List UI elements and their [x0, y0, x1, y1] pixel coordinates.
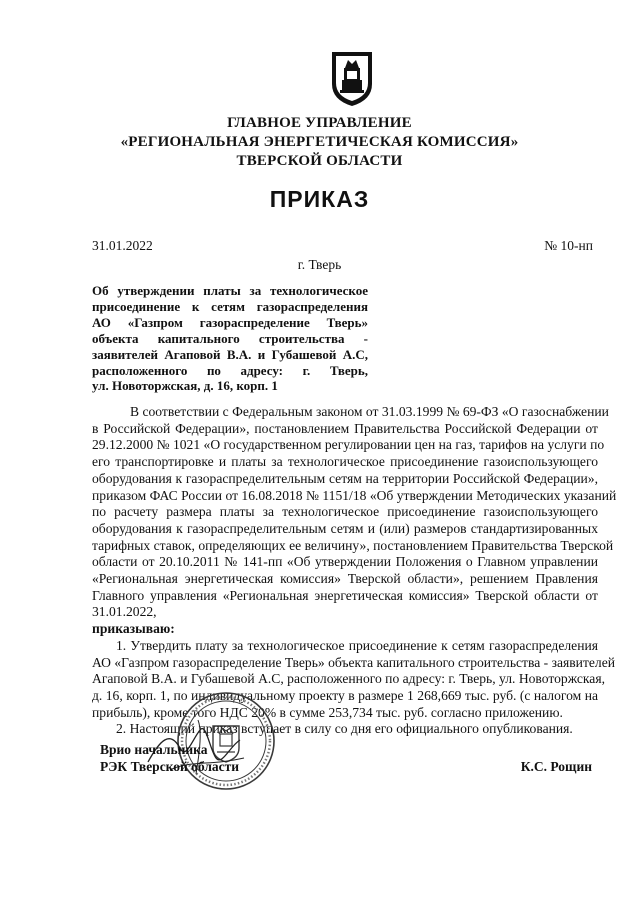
org-name-line-1: ГЛАВНОЕ УПРАВЛЕНИЕ	[227, 115, 412, 131]
preamble-line: тарифных ставок, определяющих ее величину», постановлением Правительства Тверской	[92, 537, 614, 553]
preamble-line: 31.01.2022,	[92, 604, 157, 620]
subject-line: АО «Газпром газораспределение Тверь»	[92, 314, 368, 330]
signer-name: К.С. Рощин	[520, 759, 592, 774]
subject-line: расположенного по адресу: г. Тверь,	[92, 362, 368, 378]
subject-line: заявителей Агаповой В.А. и Губашевой А.С,	[92, 346, 368, 362]
preamble-line: приказом ФАС России от 16.08.2018 № 1151/18 «Об утверждении Методических указаний	[92, 487, 617, 503]
order-word: приказываю:	[92, 621, 175, 637]
item-1-line: д. 16, корп. 1, по индивидуальному проекту в размере 1 268,669 тыс. руб. (с налогом на	[92, 687, 598, 703]
subject-line: объекта капитального строительства -	[92, 330, 368, 346]
document-subject	[92, 283, 368, 394]
subject-line: присоединение к сетям газораспределения	[92, 298, 368, 314]
preamble-line: по расчету размера платы за технологическое присоединение газоиспользующего	[92, 504, 598, 520]
preamble-line: В соответствии с Федеральным законом от 31.03.1999 № 69-ФЗ «О газоснабжении	[130, 404, 609, 419]
document-title: ПРИКАЗ	[269, 186, 370, 212]
preamble-line: области от 20.10.2011 № 141-пп «Об утверждении Положения о Главном управлении	[92, 554, 598, 570]
document-number: № 10-нп	[544, 238, 593, 253]
preamble-line: оборудования к газораспределительным сетям и (или) размеров стандартизированных	[92, 520, 598, 536]
preamble-line: оборудования к газораспределительным сетям на территории Российской Федерации»,	[92, 470, 598, 486]
signer-title-line-1: Врио начальника	[100, 742, 208, 757]
item-1-line: АО «Газпром газораспределение Тверь» объекта капитального строительства - заявителей	[92, 654, 616, 670]
document-city: г. Тверь	[297, 257, 342, 272]
signer-title-line-2: РЭК Тверской области	[100, 759, 240, 774]
document-body	[92, 404, 617, 738]
document-date: 31.01.2022	[92, 238, 153, 253]
preamble-line: 29.12.2000 № 1021 «О государственном регулировании цен на газ, тарифов на услуги по	[92, 437, 605, 453]
org-name-line-2: «РЕГИОНАЛЬНАЯ ЭНЕРГЕТИЧЕСКАЯ КОМИССИЯ»	[120, 134, 519, 150]
subject-line: ул. Новоторжская, д. 16, корп. 1	[92, 378, 278, 394]
preamble-line: Главного управления «Региональная энергетическая комиссия» Тверской области от	[92, 587, 598, 603]
coat-of-arms-icon	[330, 50, 374, 108]
item-1-line: Агаповой В.А. и Губашевой А.С, расположенного по адресу: г. Тверь, ул. Новоторжская,	[92, 671, 605, 687]
org-name-line-3: ТВЕРСКОЙ ОБЛАСТИ	[236, 153, 403, 169]
item-1-line: прибыль), кроме того НДС 20% в сумме 253,734 тыс. руб. согласно приложению.	[92, 704, 563, 720]
preamble-line: в Российской Федерации», постановлением Правительства Российской Федерации от	[92, 420, 598, 436]
preamble-line: его транспортировке и платы за технологическое присоединение газоиспользующего	[92, 454, 598, 470]
item-1-line: 1. Утвердить плату за технологическое присоединение к сетям газораспределения	[116, 637, 598, 653]
subject-line: Об утверждении платы за технологическое	[92, 283, 368, 298]
preamble-line: «Региональная энергетическая комиссия» Тверской области», решением Правления	[92, 571, 598, 587]
item-2-line: 2. Настоящий приказ вступает в силу со дня его официального опубликования.	[116, 721, 573, 737]
